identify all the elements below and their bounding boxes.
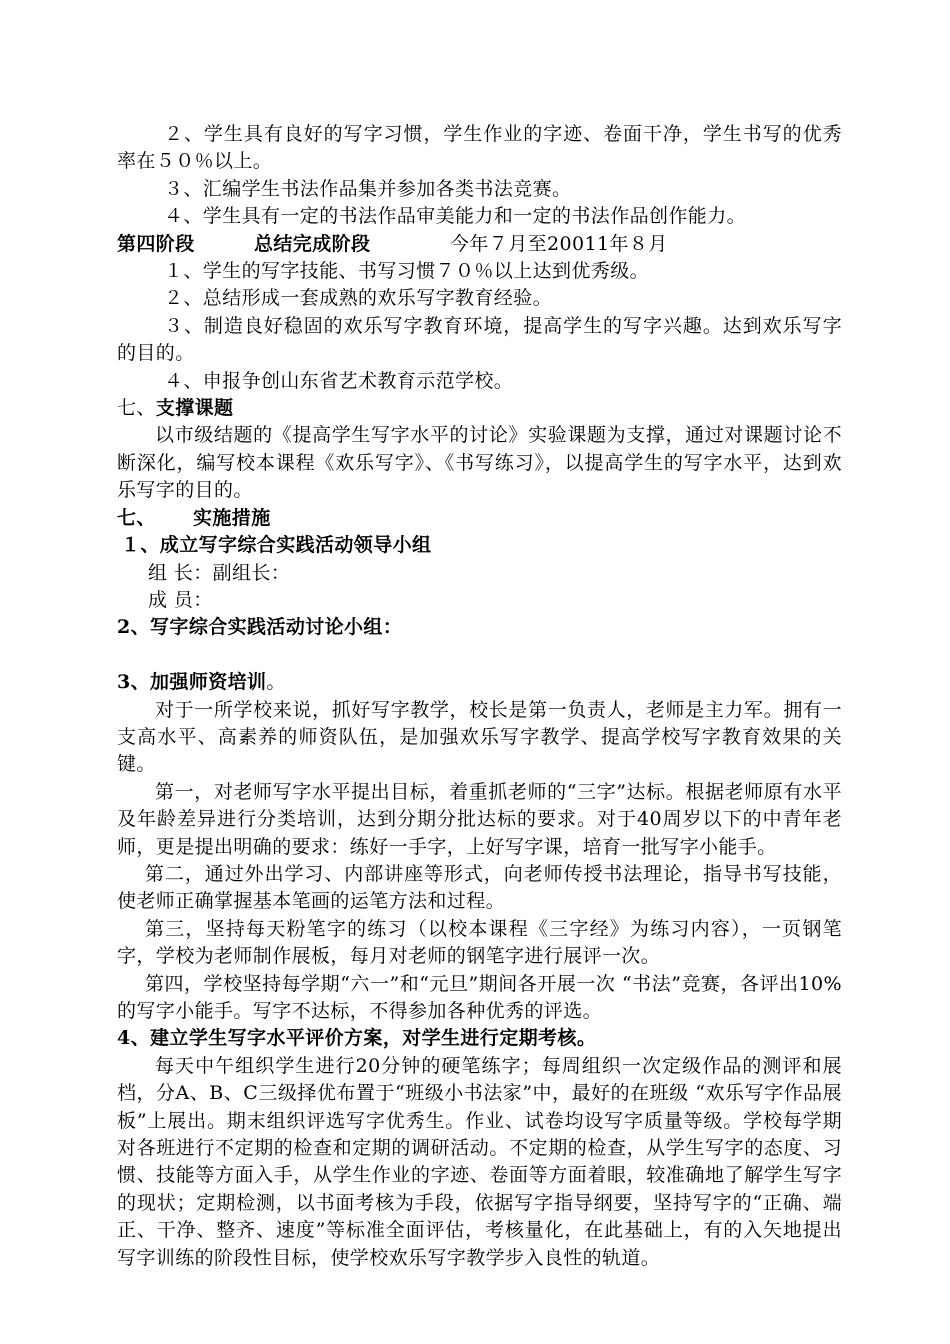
section7a-heading (117, 395, 842, 422)
measure2-title: 2、写字综合实践活动讨论小组： (117, 616, 403, 639)
measure4-body: 每天中午组织学生进行20分钟的硬笔练字；每周组织一次定级作品的测评和展档，分A、B、C三级择优布置于“班级小书法家”中，最好的在班级 “欢乐写字作品展板”上展出。期末组织评选写字优秀生。作业、试卷均设写字质量等级。学校每学期对各班进行不定期的检查和定期的调研活动。不定期的检查，从学生写字的态度、习惯、技能等方面入手，从学生作业的字迹、卷面等方面着眼，较准确地了解学生写字的现状；定期检测，以书面考核为手段，依据写字指导纲要，坚持写字的“正确、端正、干净、整齐、速度”等标准全面评估，考核量化，在此基础上，有的入矢地提出写字训练的阶段性目标，使学校欢乐写字教学步入良性的轨道。 (117, 1054, 842, 1269)
phase4-name: 总结完成阶段 (254, 232, 371, 255)
phase4-item-2: ２、总结形成一套成熟的欢乐写字教育经验。 (164, 287, 553, 310)
measure3-fourth: 第四，学校坚持每学期“六一”和“元旦”期间各开展一次 “书法”竞赛，各评出10%的写字小能手。写字不达标，不得参加各种优秀的评选。 (117, 972, 842, 1022)
measure3-second: 第二，通过外出学习、内部讲座等形式，向老师传授书法理论，指导书写技能，使老师正确掌握基本笔画的运笔方法和过程。 (117, 862, 842, 913)
measure4-title: 4、建立学生写字水平评价方案，对学生进行定期考核。 (117, 1027, 597, 1050)
phase4-item-3: ３、制造良好稳固的欢乐写字教育环境，提高学生的写字兴趣。达到欢乐写字的目的。 (117, 314, 842, 365)
paragraph-goal-4: ４、学生具有一定的书法作品审美能力和一定的书法作品创作能力。 (164, 205, 747, 228)
blank-line (117, 642, 842, 669)
phase4-period: 今年７月至20011年８月 (450, 232, 668, 255)
measure1-members: 成 员： (148, 588, 213, 611)
measure3-first: 第一，对老师写字水平提出目标，着重抓老师的“三字”达标。根据老师原有水平及年龄差异进行分类培训，达到分期分批达标的要求。对于40周岁以下的中青年老师，更是提出明确的要求：练好一手字，上好写字课，培育一批写字小能手。 (117, 780, 842, 858)
measure3-intro: 对于一所学校来说，抓好写字教学，校长是第一负责人，老师是主力军。拥有一支高水平、高素养的师资队伍，是加强欢乐写字教学、提高学校写字教育效果的关键。 (117, 698, 842, 776)
section7b-title: 实施措施 (193, 506, 271, 529)
document-page (117, 121, 842, 1272)
phase4-title: 第四阶段 (117, 232, 195, 255)
section7b-number: 七、 (117, 506, 156, 529)
phase4-item-1: １、学生的写字技能、书写习惯７０％以上达到优秀级。 (164, 260, 650, 283)
measure3-heading (117, 669, 842, 696)
measure3-third: 第三，坚持每天粉笔字的练习（以校本课程《三字经》为练习内容），一页钢笔字，学校为老师制作展板，每月对老师的钢笔字进行展评一次。 (117, 917, 842, 968)
section7a-body: 以市级结题的《提高学生写字水平的讨论》实验课题为支撑，通过对课题讨论不断深化，编写校本课程《欢乐写字》、《书写练习》，以提高学生的写字水平，达到欢乐写字的目的。 (117, 424, 842, 502)
measure3-title-tail: 。 (266, 671, 286, 694)
phase4-heading (117, 231, 842, 258)
measure1-title: １、成立写字综合实践活动领导小组 (121, 534, 432, 557)
section7a-title: 支撑课题 (155, 397, 234, 420)
measure1-leader: 组 长：副组长： (148, 561, 291, 584)
phase4-item-4: ４、申报争创山东省艺术教育示范学校。 (164, 369, 514, 392)
measure3-title: 3、加强师资培训 (117, 671, 267, 694)
section7b-heading (117, 505, 842, 532)
paragraph-goal-3: ３、汇编学生书法作品集并参加各类书法竞赛。 (164, 177, 572, 200)
paragraph-goal-2: ２、学生具有良好的写字习惯，学生作业的字迹、卷面干净，学生书写的优秀率在５０％以上。 (117, 123, 842, 173)
section7a-number: 七、 (117, 397, 156, 420)
